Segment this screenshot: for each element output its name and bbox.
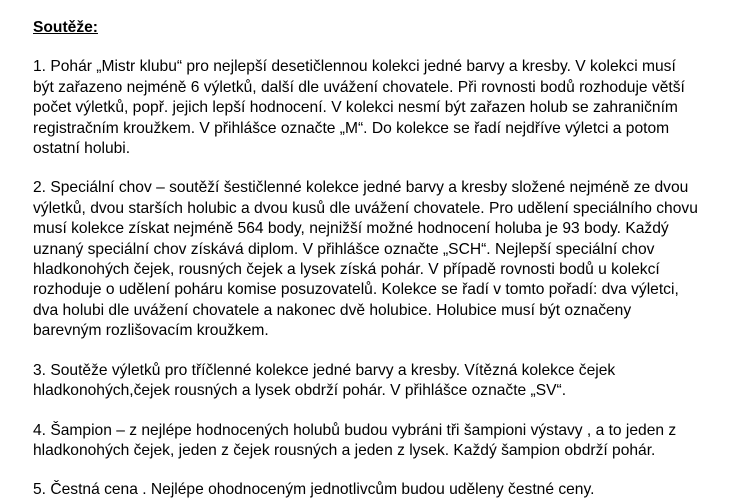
spacer [33, 461, 723, 480]
paragraph-line: rozhoduje o udělení poháru komise posuzovatelů. Kolekce se řadí v tomto pořadí: dva výletci, [33, 281, 679, 299]
paragraph-3-soutez-vyletku [33, 361, 723, 402]
paragraph-5-cestna-cena [33, 480, 723, 500]
document-body [33, 18, 723, 501]
paragraph-line: musí kolekce získat nejméně 564 body, nejnižší možné hodnocení holuba je 93 body. Každý [33, 220, 669, 238]
paragraph-line: 1. Pohár „Mistr klubu“ pro nejlepší desetičlennou kolekci jedné barvy a kresby. V kolekci musí [33, 58, 676, 76]
paragraph-line: hladkonohých,čejek rousných a lysek obdrží pohár. V přihlášce označte „SV“. [33, 382, 567, 400]
paragraph-line: hladkonohých čejek, rousných čejek a lysek získá pohár. V případě rovnosti bodů u kolekcí [33, 261, 660, 279]
paragraph-line: 3. Soutěže výletků pro tříčlenné kolekce jedné barvy a kresby. Vítězná kolekce čejek [33, 361, 616, 379]
paragraph-line: být zařazeno nejméně 6 výletků, další dle uvážení chovatele. Při rovnosti bodů rozhoduje větší [33, 78, 685, 96]
paragraph-line: 4. Šampion – z nejlépe hodnocených holubů budou vybráni tři šampioni výstavy , a to jeden z [33, 421, 677, 439]
paragraph-line: 2. Speciální chov – soutěží šestičlenné kolekce jedné barvy a kresby složené nejméně ze dvou [33, 179, 689, 197]
spacer [33, 38, 723, 57]
paragraph-line: uznaný speciální chov získává diplom. V přihlášce označte „SCH“. Nejlepší speciální chov [33, 240, 655, 258]
paragraph-line: hladkonohých čejek, jeden z čejek rousných a jeden z lysek. Každý šampion obdrží pohár. [33, 441, 656, 459]
paragraph-line: 5. Čestná cena . Nejlépe ohodnoceným jednotlivcům budou uděleny čestné ceny. [33, 481, 595, 499]
paragraph-1-mistr-klubu [33, 57, 723, 159]
paragraph-line: dva holubi dle uvážení chovatele a nakonec dvě holubice. Holubice musí být označeny [33, 301, 632, 319]
spacer [33, 342, 723, 361]
section-heading: Soutěže: [33, 19, 98, 36]
paragraph-line: ostatní holubi. [33, 140, 131, 158]
paragraph-line: výletků, dvou starších holubic a dvou kusů dle uvážení chovatele. Pro udělení speciálního chovu [33, 199, 698, 217]
paragraph-line: barevným rozlišovacím kroužkem. [33, 322, 269, 340]
spacer [33, 159, 723, 178]
paragraph-2-specialni-chov [33, 178, 723, 341]
spacer [33, 402, 723, 421]
paragraph-4-sampion [33, 421, 723, 462]
paragraph-line: registračním kroužkem. V přihlášce označte „M“. Do kolekce se řadí nejdříve výletci a potom [33, 119, 670, 137]
paragraph-line: počet výletků, popř. jejich lepší hodnocení. V kolekci nesmí být zařazen holub se zahraničním [33, 99, 678, 117]
